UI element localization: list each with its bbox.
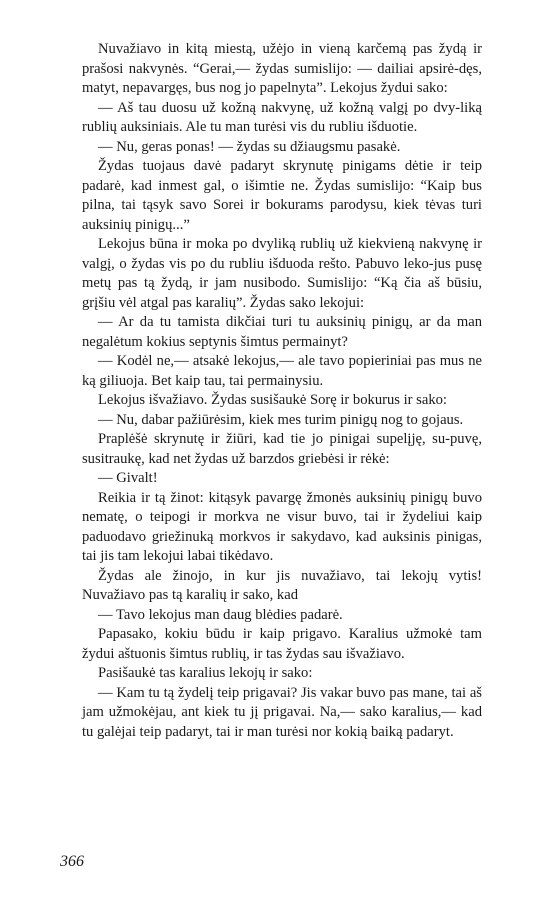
paragraph: Žydas ale žinojo, in kur jis nuvažiavo, tai lekojų vytis! Nuvažiavo pas tą karalių ir sako, kad [82, 567, 482, 603]
page-text [82, 40, 482, 742]
paragraph: — Tavo lekojus man daug blėdies padarė. [98, 606, 343, 623]
paragraph: Nuvažiavo in kitą miestą, užėjo in vieną karčemą pas žydą ir prašosi nakvynės. “Gerai,— žydas sumislijo: — dailiai apsirė-dęs, matyt, nepavargęs, bus nog jo papelnyta”. Lekojus žydui sako: [82, 41, 482, 96]
paragraph: — Kodėl ne,— atsakė lekojus,— ale tavo popieriniai pas mus ne ką giliuoja. Bet kaip tau, tai permainysiu. [82, 353, 482, 389]
paragraph: Žydas tuojaus davė padaryt skrynutę pinigams dėtie ir teip padarė, kad inmest gal, o išimtie ne. Žydas sumislijo: “Kaip bus pilna, tai tąsyk savo Sorei ir bokurams parodysu, kiek tėvas turi auksinių pinigų...” [82, 158, 482, 233]
page-number: 366 [60, 853, 84, 870]
paragraph: — Aš tau duosu už kožną nakvynę, už kožną valgį po dvy-liką rublių auksiniais. Ale tu man turėsi vis du rubliu išduotie. [82, 99, 482, 135]
paragraph: Reikia ir tą žinot: kitąsyk pavargę žmonės auksinių pinigų buvo nematę, o teipogi ir morkva ne visur buvo, tai ir žydeliui kaip paduodavo griežinuką morkvos ir sakydavo, kad auksinis pinigas, tai jis tam lekojui labai tikėdavo. [82, 489, 482, 564]
paragraph: Lekojus išvažiavo. Žydas susišaukė Sorę ir bokurus ir sako: [98, 392, 447, 408]
paragraph: — Givalt! [98, 470, 158, 486]
paragraph: Praplėšė skrynutę ir žiūri, kad tie jo pinigai supelįję, su-puvę, susitraukę, kad net žydas už barzdos griebėsi ir rėkė: [82, 431, 482, 467]
paragraph: Pasišaukė tas karalius lekojų ir sako: [98, 665, 313, 681]
paragraph: — Kam tu tą žydelį teip prigavai? Jis vakar buvo pas mane, tai aš jam užmokėjau, ant kiek tu jį prigavai. Na,— sako karalius,— kad tu galėjai teip padaryt, tai ir man turėsi nor kokią baiką padaryt. [82, 684, 482, 740]
paragraph: — Ar da tu tamista dikčiai turi tu auksinių pinigų, ar da man negalėtum kokius septynis šimtus permainyt? [82, 314, 482, 350]
paragraph: — Nu, dabar pažiūrėsim, kiek mes turim pinigų nog to gojaus. [98, 411, 464, 428]
paragraph: — Nu, geras ponas! — žydas su džiaugsmu pasakė. [98, 138, 401, 155]
paragraph: Papasako, kokiu būdu ir kaip prigavo. Karalius užmokė tam žydui aštuonis šimtus rublių, ir tas žydas sau išvažiavo. [82, 626, 482, 662]
paragraph: Lekojus būna ir moka po dvyliką rublių už kiekvieną nakvynę ir valgį, o žydas vis po du rubliu išduoda rešto. Pabuvo leko-jus pusę metų pas tą žydą, ir jam nusibodo. Sumislijo: “Ką čia aš būsiu, grįšiu vėl atgal pas karalių”. Žydas sako lekojui: [82, 236, 482, 311]
